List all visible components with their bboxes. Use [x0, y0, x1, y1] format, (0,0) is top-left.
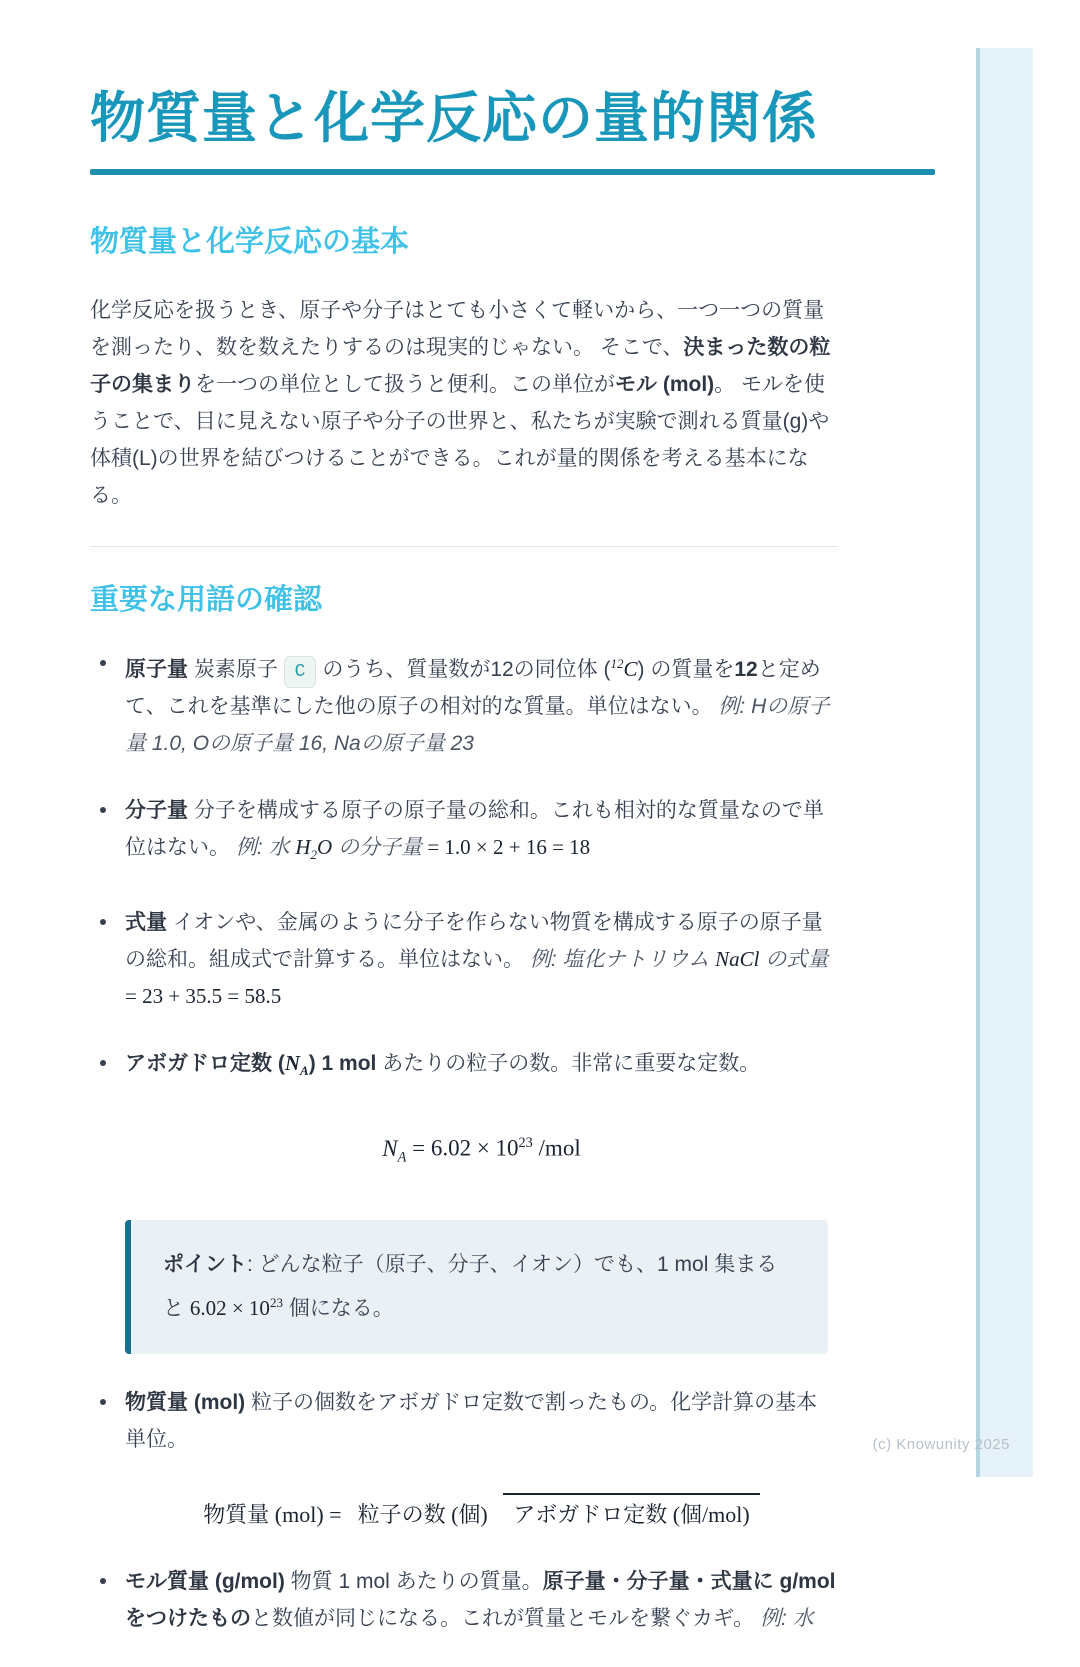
footer-credit: (c) Knowunity 2025	[872, 1436, 1010, 1453]
bullet-dot	[100, 807, 106, 813]
bullet-dot	[100, 1578, 106, 1584]
symbol-subscript: A	[300, 1062, 309, 1078]
term-label: 物質量 (mol)	[125, 1391, 246, 1415]
element-symbol: H	[295, 835, 311, 860]
term-text: 粒子の個数をアボガドロ定数で割ったもの。化学計算の基本単位。	[125, 1391, 818, 1452]
symbol-n: N	[382, 1135, 398, 1161]
term-item-amount-of-substance	[90, 1384, 838, 1533]
fraction-denominator: アボガドロ定数 (個/mol)	[503, 1493, 760, 1527]
formula-exponent: 23	[518, 1134, 533, 1151]
bullet-dot	[100, 1060, 106, 1066]
term-label: アボガドロ定数 (	[125, 1051, 285, 1075]
formula-avogadro-constant	[125, 1125, 838, 1176]
intro-run: を一つの単位として扱うと便利。この単位が	[195, 372, 615, 396]
formula-unit: /mol	[532, 1135, 581, 1161]
title-underline-rule	[90, 169, 935, 175]
intro-paragraph	[90, 292, 838, 514]
avogadro-symbol	[382, 1135, 407, 1166]
bullet-dot	[100, 919, 106, 925]
term-item-formula-weight	[90, 904, 838, 1015]
term-text-bold: 原子量・分子量・式量に g/mol をつけたもの	[125, 1570, 836, 1631]
page-side-stripe	[976, 48, 1033, 1477]
fraction-lhs: 物質量 (mol) =	[203, 1502, 342, 1528]
symbol-subscript: A	[397, 1149, 407, 1166]
callout-point-box	[125, 1220, 828, 1354]
chemical-formula-h2o	[295, 835, 333, 863]
example-text: 例: Hの原子量 1.0, Oの原子量 16, Naの原子量 23	[125, 695, 830, 756]
formula-value: 6.02 × 10	[189, 1296, 270, 1321]
math-text: = 23 + 35.5 = 58.5	[125, 983, 282, 1008]
term-label: モル質量 (g/mol)	[125, 1570, 285, 1594]
term-item-avogadro-constant	[90, 1045, 838, 1354]
example-text: の分子量	[332, 836, 423, 860]
term-text: 分子を構成する原子の原子量の総和。これも相対的な質量なので単位はない。	[125, 799, 824, 860]
formula-value: = 6.02 × 10	[406, 1135, 519, 1161]
inline-code-chip-carbon: C	[284, 656, 317, 688]
math-text: = 1.0 × 2 + 16 = 18	[422, 835, 591, 860]
section-heading-basics: 物質量と化学反応の基本	[90, 225, 410, 258]
example-text: 例: 水	[235, 836, 296, 860]
term-text: 物質 1 mol あたりの質量。	[284, 1570, 543, 1594]
term-list	[90, 645, 838, 1637]
term-text: あたりの粒子の数。非常に重要な定数。	[376, 1051, 761, 1075]
isotope-notation	[611, 657, 638, 681]
section-divider	[90, 546, 838, 547]
term-text: と定めて、これを基準にした他の原子の相対的な質量。単位はない。	[125, 658, 821, 719]
term-item-molecular-weight	[90, 792, 838, 873]
symbol-n: N	[284, 1050, 300, 1075]
element-symbol: C	[623, 657, 638, 682]
formula-subscript: 2	[310, 847, 318, 863]
section-heading-terms: 重要な用語の確認	[90, 583, 323, 616]
document-content	[90, 86, 838, 1667]
avogadro-symbol	[284, 1050, 309, 1078]
term-label: 式量	[125, 910, 167, 934]
callout-label: ポイント	[163, 1253, 247, 1277]
term-text: イオンや、金属のように分子を作らない物質を構成する原子の原子量の総和。組成式で計算する。単位はない。	[125, 910, 823, 971]
formula-exponent: 23	[269, 1295, 283, 1311]
bullet-dot	[100, 1399, 106, 1405]
term-text-bold: 12	[734, 658, 758, 682]
term-item-molar-mass	[90, 1563, 838, 1637]
term-label: ) 1 mol	[308, 1051, 377, 1075]
example-text: の式量	[759, 947, 829, 971]
callout-text: : どんな粒子（原子、分子、イオン）でも、1 mol 集まると	[163, 1253, 778, 1321]
intro-run-bold: 決まった数の粒子の集まり	[90, 335, 831, 396]
intro-run: 。 モルを使うことで、目に見えない原子や分子の世界と、私たちが実験で測れる質量(g)や体積(L)の世界を結びつけることができる。これが量的関係を考える基本になる。	[90, 372, 830, 507]
example-text: 例: 塩化ナトリウム	[529, 947, 716, 971]
bullet-dot	[100, 660, 106, 666]
intro-run-bold: モル (mol)	[615, 372, 715, 396]
example-text: 例: 水	[760, 1607, 814, 1631]
intro-run: 化学反応を扱うとき、原子や分子はとても小さくて軽いから、一つ一つの質量を測ったり、数を数えたりするのは現実的じゃない。 そこで、	[90, 298, 825, 359]
chemical-formula-nacl: NaCl	[715, 946, 760, 971]
term-text: ) の質量を	[637, 658, 735, 682]
term-label: 原子量	[125, 658, 188, 682]
term-text: 炭素原子	[188, 658, 284, 682]
term-text: と数値が同じになる。これが質量とモルを繋ぐカギ。	[251, 1607, 760, 1631]
element-symbol: O	[317, 835, 333, 860]
term-label: 分子量	[125, 799, 188, 823]
term-item-atomic-weight	[90, 645, 838, 762]
callout-math	[190, 1296, 283, 1320]
page-title: 物質量と化学反応の量的関係	[90, 87, 819, 149]
term-text: のうち、質量数が12の同位体 (	[316, 658, 611, 682]
mass-number-superscript: 12	[610, 656, 624, 672]
callout-text: 個になる。	[282, 1297, 394, 1321]
fraction-numerator: 粒子の数 (個)	[357, 1502, 488, 1528]
